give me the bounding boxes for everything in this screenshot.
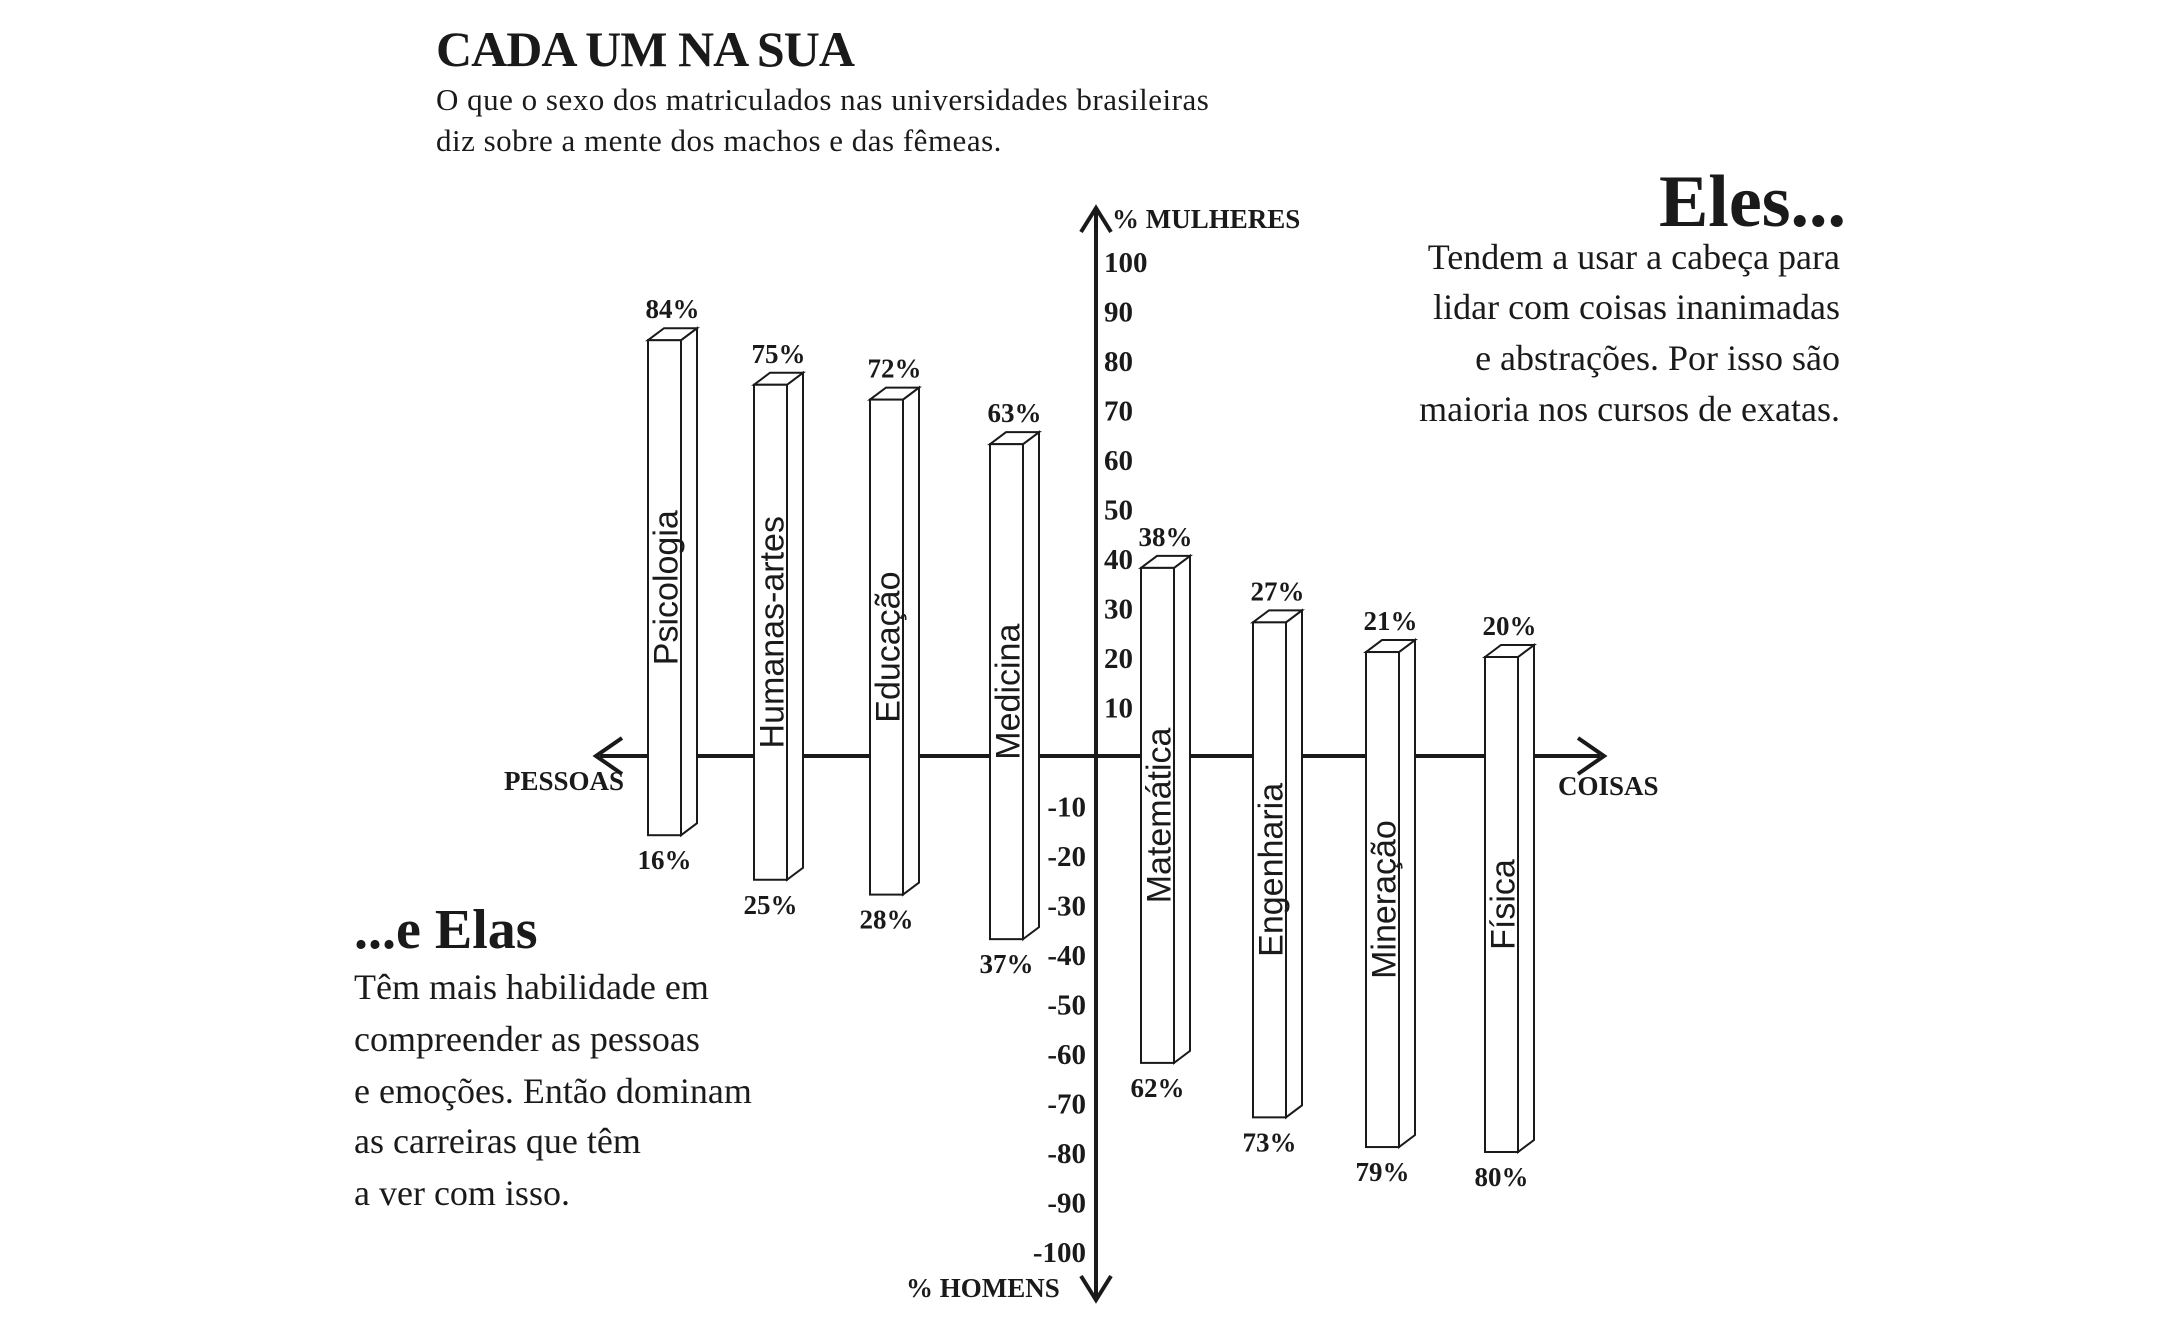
- bar-category-label: Mineração: [1365, 820, 1404, 979]
- bar-category-label: Humanas-artes: [753, 516, 792, 749]
- women-value-label: 27%: [1250, 576, 1305, 607]
- x-axis-left-label: PESSOAS: [504, 766, 625, 796]
- y-tick-label: -60: [1047, 1039, 1086, 1071]
- elas-text-line: Têm mais habilidade em: [354, 967, 709, 1007]
- y-tick-label: 80: [1104, 346, 1133, 378]
- eles-text-line: Tendem a usar a cabeça para: [1427, 237, 1840, 277]
- chart-subtitle-line-1: O que o sexo dos matriculados nas universidades brasileiras: [436, 82, 1210, 117]
- elas-text-line: compreender as pessoas: [354, 1019, 700, 1059]
- bar-category-label: Educação: [869, 571, 908, 723]
- eles-heading: Eles...: [1658, 161, 1846, 243]
- bar-category-label: Física: [1484, 859, 1523, 950]
- men-value-label: 28%: [859, 904, 914, 935]
- women-value-label: 75%: [751, 338, 806, 369]
- y-tick-label: 20: [1104, 643, 1133, 675]
- eles-text-line: maioria nos cursos de exatas.: [1419, 389, 1840, 429]
- y-tick-label: -100: [1032, 1237, 1086, 1269]
- y-tick-label: 50: [1104, 494, 1133, 527]
- y-tick-label: -80: [1047, 1138, 1086, 1170]
- x-axis-right-label: COISAS: [1558, 771, 1659, 801]
- women-value-label: 63%: [987, 398, 1042, 429]
- y-tick-label: 10: [1104, 692, 1133, 725]
- chart-subtitle-line-2: diz sobre a mente dos machos e das fêmeas.: [436, 123, 1002, 158]
- chart-title: CADA UM NA SUA: [436, 21, 854, 77]
- women-value-label: 20%: [1482, 611, 1537, 641]
- y-tick-label: -40: [1047, 940, 1086, 972]
- men-value-label: 62%: [1130, 1072, 1185, 1103]
- men-value-label: 73%: [1242, 1127, 1297, 1158]
- y-tick-label: 40: [1104, 544, 1133, 576]
- y-tick-label: 30: [1104, 593, 1133, 626]
- y-tick-label: -50: [1047, 989, 1086, 1022]
- y-tick-label: 100: [1104, 247, 1148, 279]
- men-value-label: 25%: [743, 889, 798, 920]
- y-tick-label: -30: [1047, 890, 1086, 923]
- y-tick-label: -10: [1047, 791, 1086, 824]
- elas-text-line: as carreiras que têm: [354, 1121, 641, 1161]
- y-tick-label: -90: [1047, 1187, 1086, 1220]
- bar-category-label: Medicina: [989, 623, 1028, 760]
- women-value-label: 21%: [1363, 606, 1418, 637]
- y-tick-label: -20: [1047, 841, 1086, 873]
- elas-heading: ...e Elas: [354, 899, 538, 961]
- eles-text-line: e abstrações. Por isso são: [1475, 338, 1840, 378]
- women-value-label: 84%: [645, 294, 700, 325]
- women-value-label: 38%: [1138, 521, 1193, 552]
- y-axis-bottom-label: % HOMENS: [906, 1273, 1060, 1303]
- bar-category-label: Engenharia: [1252, 782, 1291, 957]
- men-value-label: 16%: [637, 845, 692, 876]
- y-tick-label: -70: [1047, 1088, 1086, 1121]
- eles-text-line: lidar com coisas inanimadas: [1433, 287, 1840, 327]
- bar-category-label: Psicologia: [647, 510, 686, 666]
- women-value-label: 72%: [867, 353, 922, 384]
- y-tick-label: 90: [1104, 296, 1133, 329]
- men-value-label: 79%: [1355, 1157, 1410, 1188]
- y-tick-label: 70: [1104, 395, 1133, 428]
- elas-text-line: e emoções. Então dominam: [354, 1071, 752, 1111]
- elas-text-line: a ver com isso.: [354, 1173, 570, 1213]
- y-tick-label: 60: [1104, 445, 1133, 477]
- men-value-label: 80%: [1474, 1162, 1529, 1192]
- y-axis-top-label: % MULHERES: [1112, 204, 1301, 234]
- men-value-label: 37%: [979, 949, 1034, 980]
- bar-category-label: Matemática: [1140, 727, 1179, 904]
